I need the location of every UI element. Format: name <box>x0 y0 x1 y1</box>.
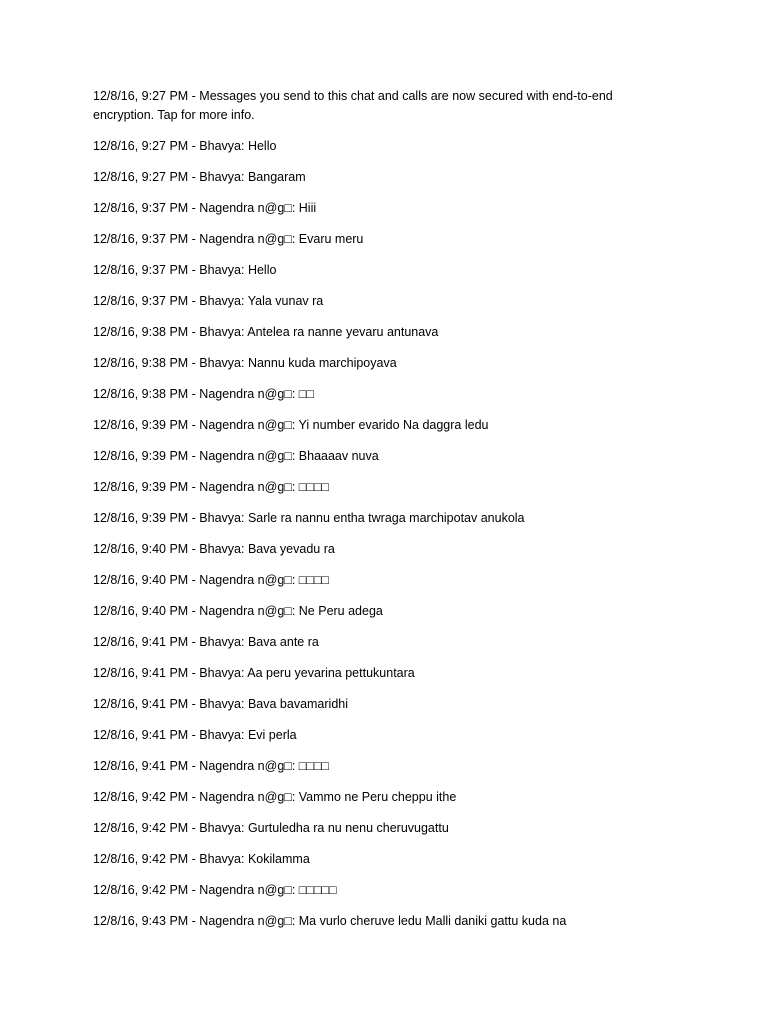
message-line: 12/8/16, 9:37 PM - Nagendra n@g□: Evaru meru <box>93 231 364 246</box>
message-line: 12/8/16, 9:42 PM - Nagendra n@g□: Vammo ne Peru cheppu ithe <box>93 789 457 804</box>
message-line: 12/8/16, 9:38 PM - Nagendra n@g□: □□ <box>93 386 314 401</box>
message-line: 12/8/16, 9:37 PM - Bhavya: Hello <box>93 262 277 277</box>
message-line: 12/8/16, 9:42 PM - Bhavya: Kokilamma <box>93 851 310 866</box>
message-line: 12/8/16, 9:42 PM - Bhavya: Gurtuledha ra nu nenu cheruvugattu <box>93 820 449 835</box>
message-line: 12/8/16, 9:38 PM - Bhavya: Antelea ra nanne yevaru antunava <box>93 324 439 339</box>
message-line: 12/8/16, 9:38 PM - Bhavya: Nannu kuda marchipoyava <box>93 355 397 370</box>
message-line: 12/8/16, 9:41 PM - Nagendra n@g□: □□□□ <box>93 758 329 773</box>
message-line: 12/8/16, 9:41 PM - Bhavya: Bava ante ra <box>93 634 319 649</box>
message-line: 12/8/16, 9:42 PM - Nagendra n@g□: □□□□□ <box>93 882 337 897</box>
message-line: 12/8/16, 9:39 PM - Nagendra n@g□: Yi number evarido Na daggra ledu <box>93 417 489 432</box>
chat-transcript-page <box>93 87 653 943</box>
message-line: 12/8/16, 9:37 PM - Bhavya: Yala vunav ra <box>93 293 324 308</box>
message-line: 12/8/16, 9:40 PM - Nagendra n@g□: □□□□ <box>93 572 329 587</box>
message-line: 12/8/16, 9:40 PM - Bhavya: Bava yevadu ra <box>93 541 335 556</box>
message-line: 12/8/16, 9:39 PM - Nagendra n@g□: □□□□ <box>93 479 329 494</box>
message-line: 12/8/16, 9:40 PM - Nagendra n@g□: Ne Peru adega <box>93 603 383 618</box>
message-line: 12/8/16, 9:41 PM - Bhavya: Bava bavamaridhi <box>93 696 349 711</box>
message-line: 12/8/16, 9:27 PM - Bhavya: Bangaram <box>93 169 306 184</box>
message-line: 12/8/16, 9:39 PM - Bhavya: Sarle ra nannu entha twraga marchipotav anukola <box>93 510 525 525</box>
message-line: 12/8/16, 9:39 PM - Nagendra n@g□: Bhaaaav nuva <box>93 448 379 463</box>
message-line: 12/8/16, 9:41 PM - Bhavya: Evi perla <box>93 727 297 742</box>
message-line: 12/8/16, 9:37 PM - Nagendra n@g□: Hiii <box>93 200 317 215</box>
message-line-encryption-notice: 12/8/16, 9:27 PM - Messages you send to this chat and calls are now secured with end-to-end encryption. Tap for more info. <box>93 89 613 122</box>
message-line: 12/8/16, 9:43 PM - Nagendra n@g□: Ma vurlo cheruve ledu Malli daniki gattu kuda na <box>93 913 567 928</box>
message-line: 12/8/16, 9:41 PM - Bhavya: Aa peru yevarina pettukuntara <box>93 665 415 680</box>
message-line: 12/8/16, 9:27 PM - Bhavya: Hello <box>93 138 277 153</box>
